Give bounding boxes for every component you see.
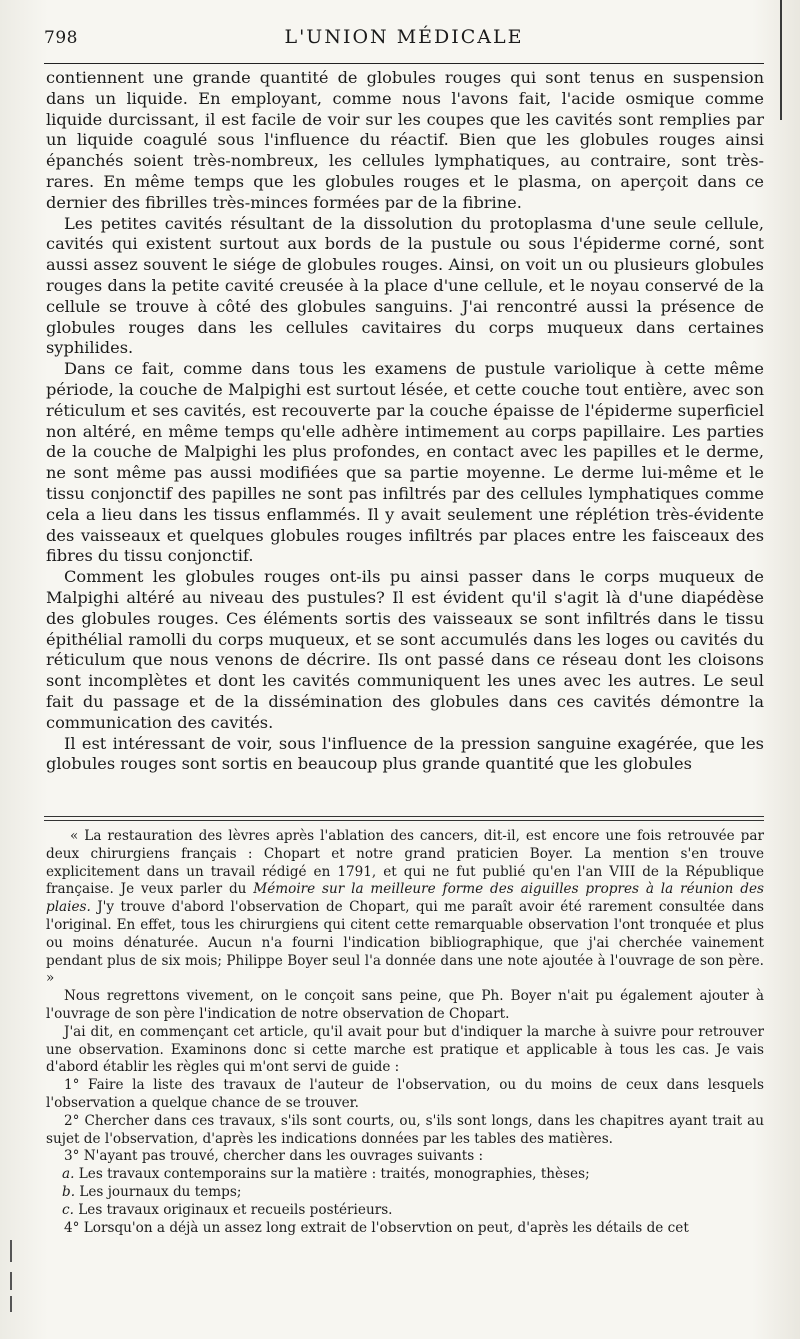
rule-1: 1° Faire la liste des travaux de l'auteur de l'observation, ou du moins de ceux dans lesquels l'observation a quelque chance de se trouver. (46, 1077, 764, 1111)
paragraph-2: Les petites cavités résultant de la dissolution du protoplasma d'une seule cellule, cavités qui existent surtout aux bords de la pustule ou sous l'épiderme corné, sont aussi assez souvent le siége de globules rouges. Ainsi, on voit un ou plusieurs globules rouges dans la petite cavité creusée à la place d'une cellule, et le noyau conservé de la cellule se trouve à côté des globules sanguins. J'ai rencontré aussi la présence de globules rouges dans les cellules cavitaires du corps muqueux dans certaines syphilides. (46, 213, 764, 358)
sub-item-c (46, 1202, 764, 1220)
main-text (46, 68, 764, 775)
footnote-separator (44, 816, 764, 821)
footnote-block (46, 828, 764, 1237)
paragraph-1: contiennent une grande quantité de globules rouges qui sont tenus en suspension dans un liquide. En employant, comme nous l'avons fait, l'acide osmique comme liquide durcissant, il est facile de voir sur les coupes que les cavités sont remplies par un liquide coagulé sous l'influence du réactif. Bien que les globules rouges ainsi épanchés soient très-nombreux, les cellules lymphatiques, au contraire, sont très-rares. En même temps que les globules rouges et le plasma, on aperçoit dans ce dernier des fibrilles très-minces formées par de la fibrine. (46, 68, 764, 212)
quote-end: J'y trouve d'abord l'observation de Chopart, qui me paraît avoir été rarement consultée dans l'original. En effet, tous les chirurgiens qui citent cette remarquable observation l'ont tronquée et plus ou moins dénaturée. Aucun n'a fourni l'indication bibliographique, que j'ai cherchée vainement pendant plus de six mois; Philippe Boyer seul l'a donnée dans une note ajoutée à l'ouvrage de son père. » (46, 899, 764, 987)
paragraph-4: Comment les globules rouges ont-ils pu ainsi passer dans le corps muqueux de Malpighi altéré au niveau des pustules? Il est évident qu'il s'agit là d'une diapédèse des globules rouges. Ces éléments sortis des vaisseaux se sont infiltrés dans le tissu épithélial ramolli du corps muqueux, et se sont accumulés dans les loges ou cavités du réticulum que nous venons de décrire. Ils ont passé dans ce réseau dont les cloisons sont incomplètes et dont les cavités communiquent les unes avec les autres. Le seul fait du passage et de la dissémination des globules dans ces cavités démontre la communication des cavités. (46, 567, 764, 732)
journal-title: L'UNION MÉDICALE (284, 26, 524, 48)
margin-mark (10, 1272, 12, 1290)
sub-item-a (46, 1166, 764, 1184)
sub-item-b (46, 1184, 764, 1202)
margin-mark (10, 1296, 12, 1312)
sub-item-b-text: Les journaux du temps; (75, 1183, 242, 1200)
margin-mark (10, 1240, 12, 1262)
sub-item-c-letter: c. (62, 1201, 74, 1218)
sub-item-a-text: Les travaux contemporains sur la matière : traités, monographies, thèses; (74, 1166, 590, 1183)
rule-3: 3° N'ayant pas trouvé, chercher dans les ouvrages suivants : (64, 1148, 484, 1165)
sub-item-a-letter: a. (62, 1166, 75, 1183)
page-number: 798 (44, 28, 78, 48)
header-rule (44, 63, 764, 64)
rule-2: 2° Chercher dans ces travaux, s'ils sont courts, ou, s'ils sont longs, dans les chapitres ayant trait au sujet de l'observation, d'après les indications données par les tables des matières. (46, 1112, 764, 1147)
footnote-paragraph-regret: Nous regrettons vivement, on le conçoit sans peine, que Ph. Boyer n'ait pu également ajouter à l'ouvrage de son père l'indication de notre observation de Chopart. (46, 988, 764, 1022)
paragraph-5: Il est intéressant de voir, sous l'influence de la pression sanguine exagérée, que les globules rouges sont sortis en beaucoup plus grande quantité que les globules (46, 733, 764, 774)
sub-item-b-letter: b. (62, 1183, 76, 1200)
footnote-paragraph-method: J'ai dit, en commençant cet article, qu'il avait pour but d'indiquer la marche à suivre pour retrouver une observation. Examinons donc si cette marche est pratique et applicable à tous les cas. Je vais d'abord établir les règles qui m'ont servi de guide : (46, 1023, 764, 1076)
paragraph-3: Dans ce fait, comme dans tous les examens de pustule variolique à cette même période, la couche de Malpighi est surtout lésée, et cette couche tout entière, avec son réticulum et ses cavités, est recouverte par la couche épaisse de l'épiderme superficiel non altéré, en même temps qu'elle adhère intimement au corps papillaire. Les parties de la couche de Malpighi les plus profondes, en contact avec les papilles et le derme, ne sont même pas aussi modifiées que sa partie moyenne. Le derme lui-même et le tissu conjonctif des papilles ne sont pas infiltrés par des cellules lymphatiques comme cela a lieu dans les tissus enflammés. Il y avait seulement une réplétion très-évidente des vaisseaux et quelques globules rouges infiltrés par places entre les faisceaux des fibres du tissu conjonctif. (46, 359, 764, 566)
footnote-quote (46, 828, 764, 988)
quote-title: Mémoire sur la meilleure forme des aiguilles propres à la réunion des plaies. (46, 881, 764, 916)
sub-item-c-text: Les travaux originaux et recueils postérieurs. (73, 1201, 393, 1218)
quote-start: « La restauration des lèvres après l'ablation des cancers, dit-il, est encore une fois retrouvée par deux chirurgiens français : Chopart et notre grand praticien Boyer. La mention s'en trouve explicitement dans un travail rédigé en 1791, et qui ne fut publié qu'en l'an VIII de la République française. Je veux parler du (46, 828, 764, 898)
page-edge-shadow (780, 0, 782, 120)
running-header (44, 20, 764, 60)
rule-4: 4° Lorsqu'on a déjà un assez long extrait de l'observtion on peut, d'après les détails de cet (64, 1219, 689, 1236)
